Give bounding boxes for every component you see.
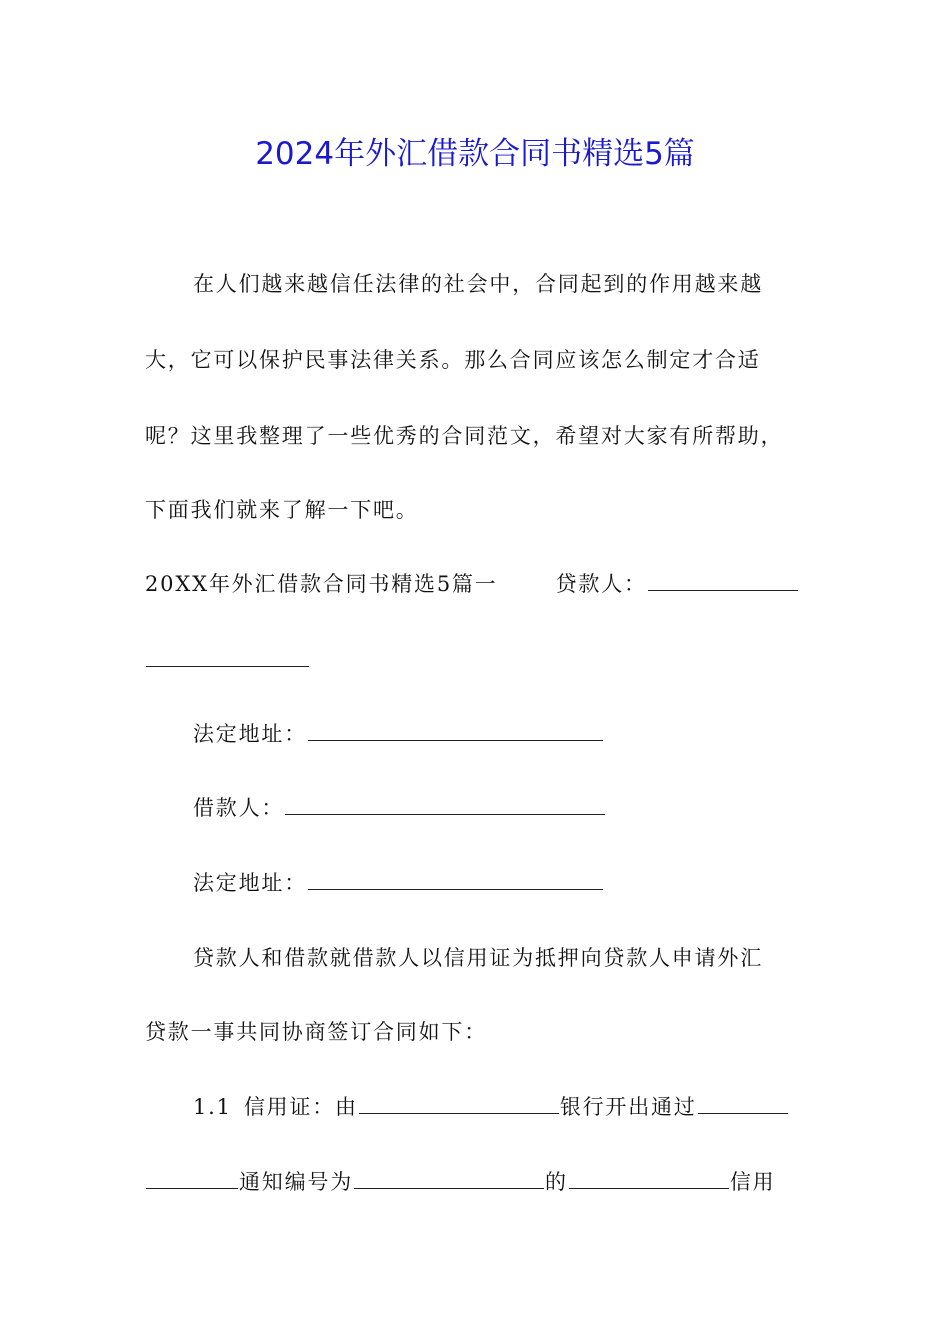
lender-blank [648,589,798,591]
of-text: 的 [545,1170,568,1194]
section-heading-row [145,574,799,595]
lender-label: 贷款人： [555,572,647,596]
notice-text: 通知编号为 [239,1170,353,1194]
credit-text: 信用 [729,1170,776,1194]
lender-address-row [193,724,604,745]
document-title: 2024年外汇借款合同书精选5篇 [255,136,695,172]
lender-continuation-row [145,650,310,671]
lender-address-blank [308,739,603,741]
borrower-address-row [193,873,604,894]
advising-bank-blank [698,1112,788,1114]
intro-line-4: 下面我们就来了解一下吧。 [145,498,419,522]
borrower-blank [285,813,605,815]
bank-blank [359,1112,559,1114]
agreement-line-2: 贷款一事共同协商签订合同如下： [145,1020,487,1044]
clause-number: 1.1 [193,1095,232,1119]
bank-text: 银行开出通过 [559,1095,697,1119]
lender-blank-continued [146,665,309,667]
intro-line-2: 大，它可以保护民事法律关系。那么合同应该怎么制定才合适 [145,348,761,372]
agreement-line-1: 贷款人和借款就借款人以信用证为抵押向贷款人申请外汇 [193,946,763,970]
clause-label: 信用证：由 [243,1095,358,1119]
credit-type-blank [569,1187,729,1189]
borrower-address-blank [308,888,603,890]
clause-1-1-row-2 [145,1172,775,1193]
borrower-address-label: 法定地址： [193,871,307,895]
intro-line-1: 在人们越来越信任法律的社会中，合同起到的作用越来越 [193,272,763,296]
lender-address-label: 法定地址： [193,722,307,746]
borrower-row [193,798,606,819]
intro-line-3: 呢？这里我整理了一些优秀的合同范文，希望对大家有所帮助， [145,424,784,448]
notice-number-blank [354,1187,544,1189]
advising-bank-blank-continued [146,1187,238,1189]
borrower-label: 借款人： [193,796,285,820]
section-heading: 20XX年外汇借款合同书精选5篇一 [145,572,498,596]
clause-1-1-row-1 [193,1097,789,1118]
